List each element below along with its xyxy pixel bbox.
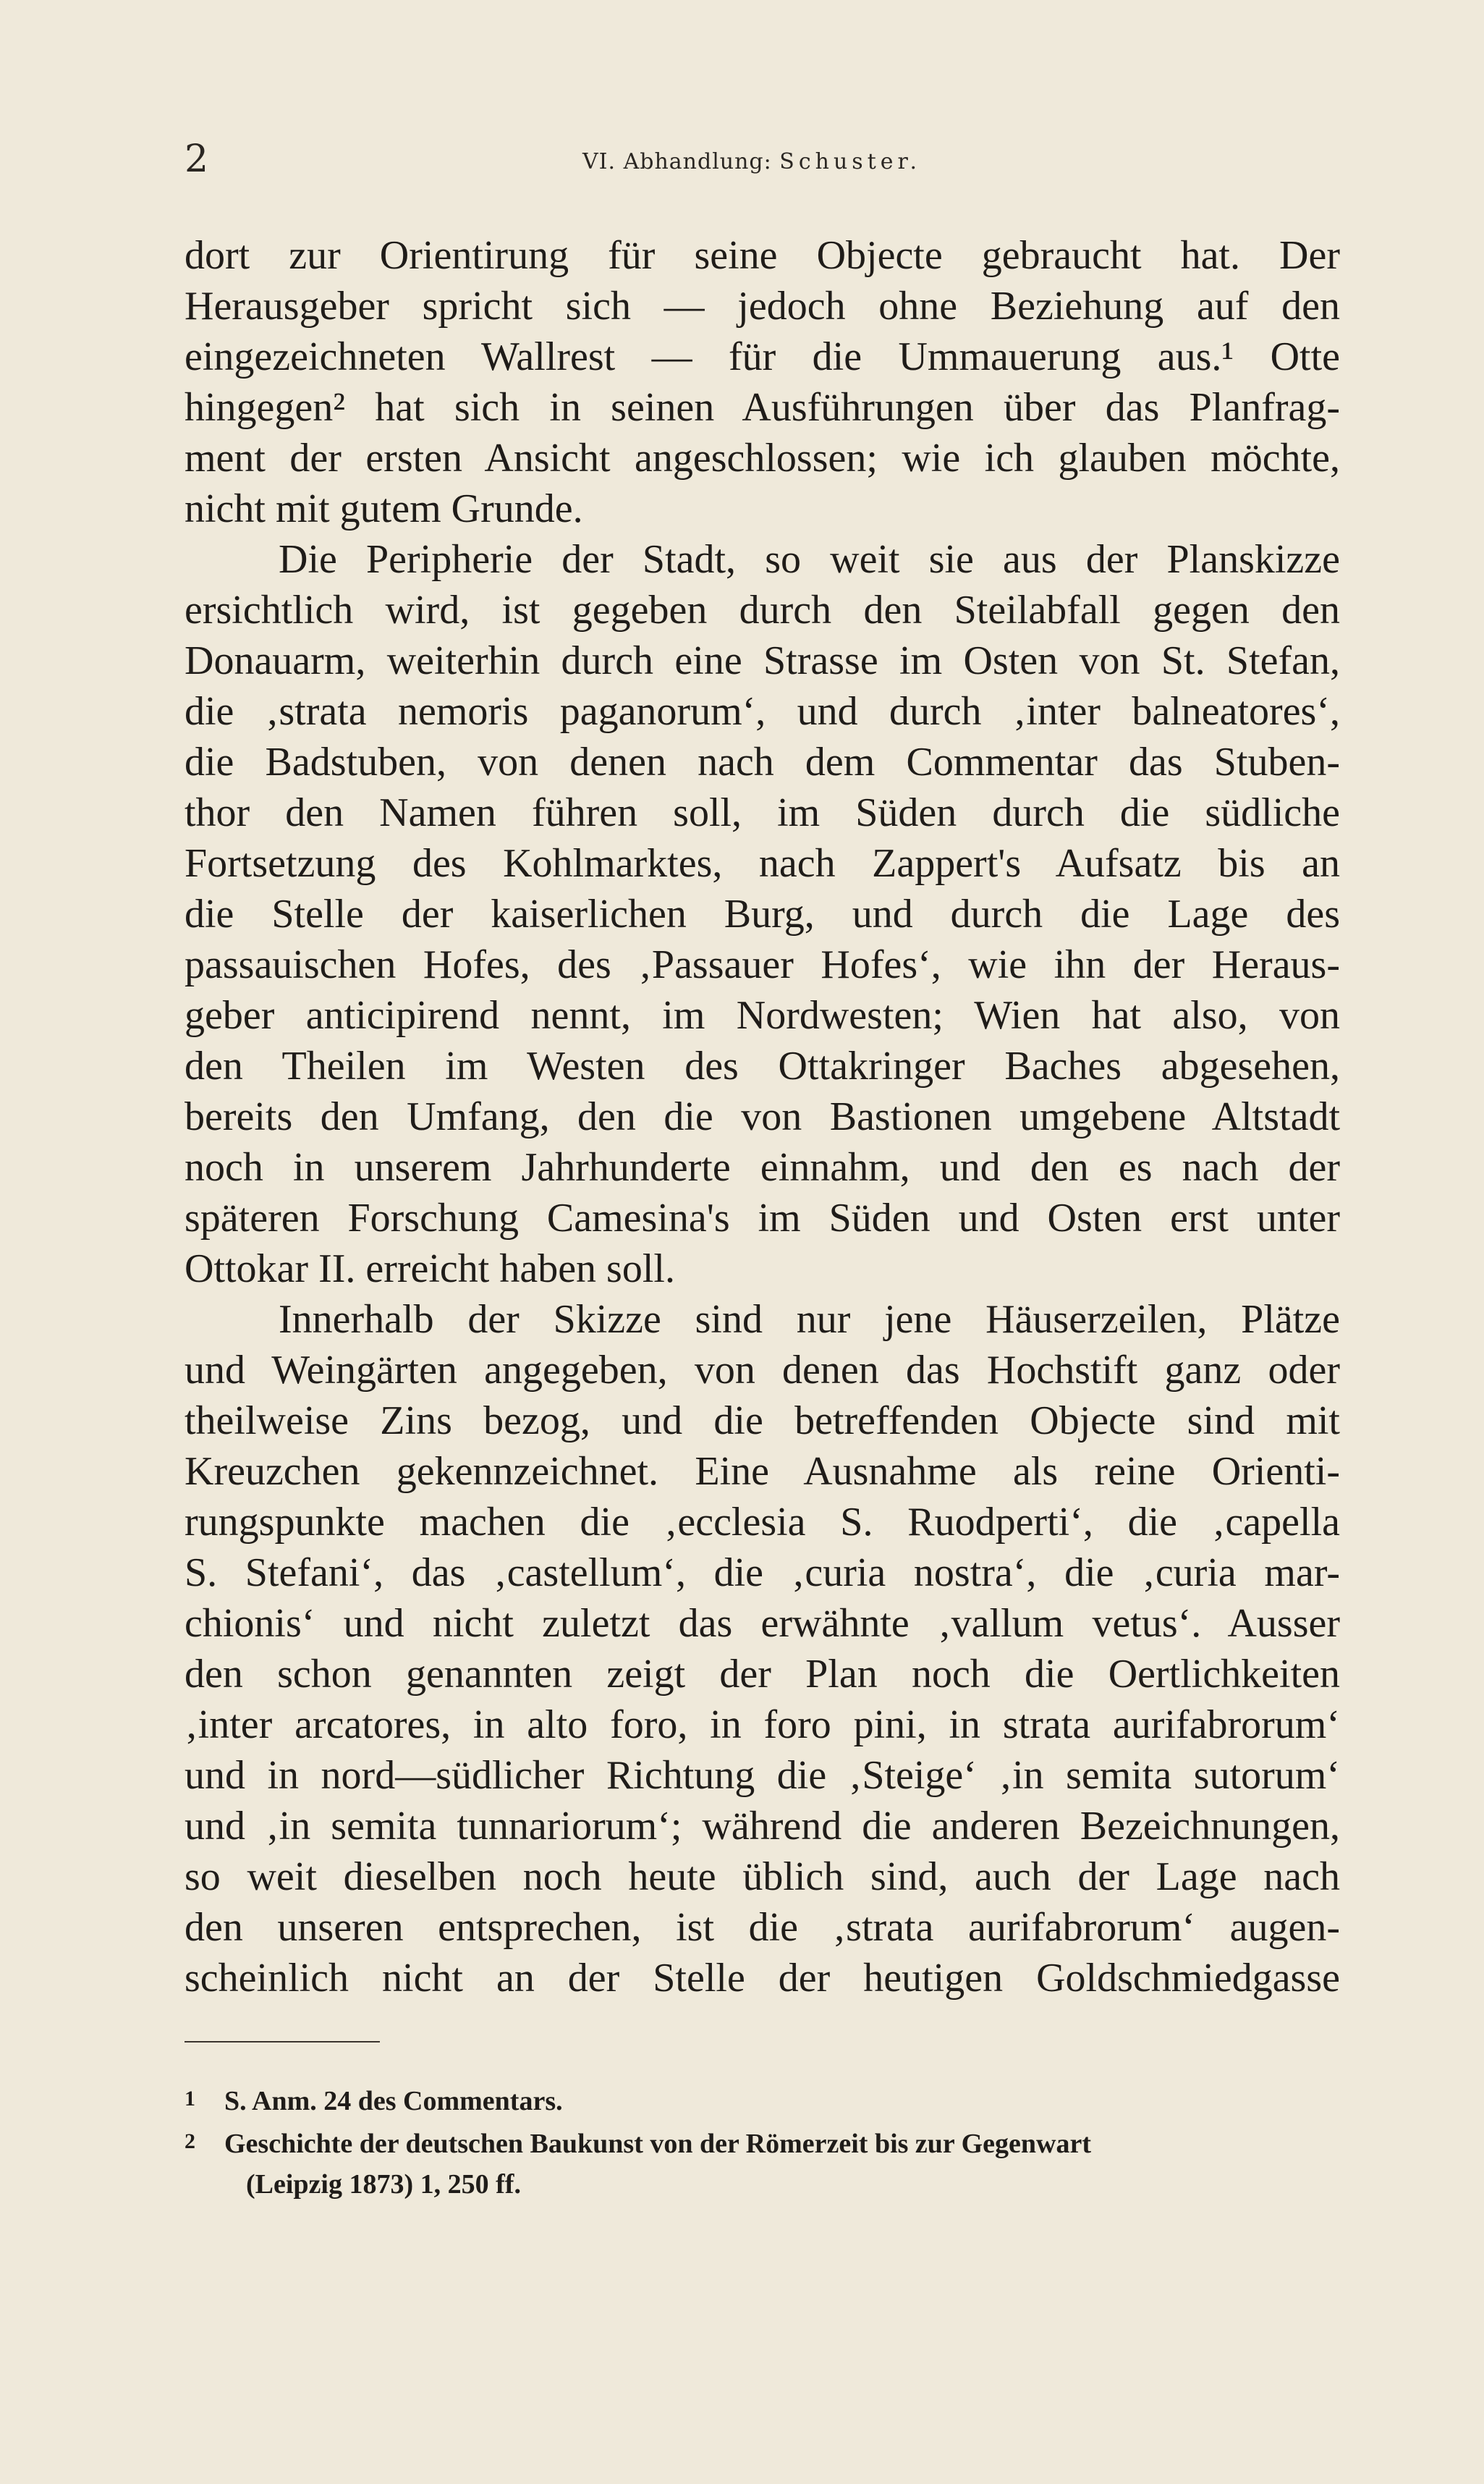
footnote-mark: 1 xyxy=(185,2087,195,2111)
text-line: den Theilen im Westen des Ottakringer Baches abgesehen, xyxy=(185,1044,1340,1089)
text-line: und in nord—südlicher Richtung die ‚Steige‘ ‚in semita sutorum‘ xyxy=(185,1753,1340,1798)
text-line: ment der ersten Ansicht angeschlossen; wie ich glauben möchte, xyxy=(185,436,1340,481)
text-line: noch in unserem Jahrhunderte einnahm, und den es nach der xyxy=(185,1145,1340,1190)
footnote-separator xyxy=(185,2041,380,2042)
text-line: Innerhalb der Skizze sind nur jene Häuserzeilen, Plätze xyxy=(279,1297,1340,1342)
footnote-line xyxy=(185,2121,1340,2164)
text-line: nicht mit gutem Grunde. xyxy=(185,486,583,531)
text-line: ersichtlich wird, ist gegeben durch den Steilabfall gegen den xyxy=(185,588,1340,633)
page-number: 2 xyxy=(185,138,209,181)
footnote-line xyxy=(185,2164,1340,2205)
text-line: rungspunkte machen die ‚ecclesia S. Ruodperti‘, die ‚capella xyxy=(185,1500,1340,1545)
text-line: Fortsetzung des Kohlmarktes, nach Zappert's Aufsatz bis an xyxy=(185,841,1340,886)
text-line: die ‚strata nemoris paganorum‘, und durch ‚inter balneatores‘, xyxy=(185,689,1340,734)
text-line: passauischen Hofes, des ‚Passauer Hofes‘, wie ihn der Heraus- xyxy=(185,942,1340,987)
footnote-mark: 2 xyxy=(185,2129,195,2153)
text-line: chionis‘ und nicht zuletzt das erwähnte ‚vallum vetus‘. Ausser xyxy=(185,1601,1340,1646)
running-head xyxy=(582,148,921,177)
text-line: hingegen² hat sich in seinen Ausführungen über das Planfrag- xyxy=(185,385,1340,430)
running-head-prefix: VI. Abhandlung: xyxy=(582,149,772,174)
text-line: Kreuzchen gekennzeichnet. Eine Ausnahme als reine Orienti- xyxy=(185,1449,1340,1494)
text-line: scheinlich nicht an der Stelle der heutigen Goldschmiedgasse xyxy=(185,1956,1340,2001)
text-line: bereits den Umfang, den die von Bastionen umgebene Altstadt xyxy=(185,1094,1340,1139)
footnotes xyxy=(185,2079,1340,2205)
text-line: theilweise Zins bezog, und die betreffenden Objecte sind mit xyxy=(185,1398,1340,1443)
footnote-text: S. Anm. 24 des Commentars. xyxy=(224,2086,563,2116)
running-head-author: Schuster. xyxy=(779,149,922,174)
text-line: eingezeichneten Wallrest — für die Ummauerung aus.¹ Otte xyxy=(185,334,1340,379)
text-line: späteren Forschung Camesina's im Süden und Osten erst unter xyxy=(185,1196,1340,1241)
page-header xyxy=(185,138,1340,188)
body-text xyxy=(185,230,1340,2003)
footnote-text: Geschichte der deutschen Baukunst von der Römerzeit bis zur Gegenwart xyxy=(224,2129,1092,2159)
text-line: thor den Namen führen soll, im Süden durch die südliche xyxy=(185,790,1340,835)
footnote-text: (Leipzig 1873) 1, 250 ff. xyxy=(246,2169,521,2200)
text-line: den unseren entsprechen, ist die ‚strata aurifabrorum‘ augen- xyxy=(185,1905,1340,1950)
text-line: die Stelle der kaiserlichen Burg, und durch die Lage des xyxy=(185,892,1340,937)
text-line: S. Stefani‘, das ‚castellum‘, die ‚curia nostra‘, die ‚curia mar- xyxy=(185,1550,1340,1595)
text-line: und ‚in semita tunnariorum‘; während die anderen Bezeichnungen, xyxy=(185,1804,1340,1849)
text-line: ‚inter arcatores, in alto foro, in foro pini, in strata aurifabrorum‘ xyxy=(185,1702,1340,1747)
text-line: Donauarm, weiterhin durch eine Strasse im Osten von St. Stefan, xyxy=(185,638,1340,683)
text-line: Herausgeber spricht sich — jedoch ohne Beziehung auf den xyxy=(185,284,1340,329)
text-line: Ottokar II. erreicht haben soll. xyxy=(185,1246,675,1291)
footnote-line xyxy=(185,2079,1340,2121)
text-line: dort zur Orientirung für seine Objecte gebraucht hat. Der xyxy=(185,233,1340,278)
text-line: Die Peripherie der Stadt, so weit sie aus der Planskizze xyxy=(279,537,1340,582)
text-line: den schon genannten zeigt der Plan noch die Oertlichkeiten xyxy=(185,1652,1340,1697)
text-line: und Weingärten angegeben, von denen das Hochstift ganz oder xyxy=(185,1348,1340,1393)
text-line: geber anticipirend nennt, im Nordwesten; Wien hat also, von xyxy=(185,993,1340,1038)
text-line: die Badstuben, von denen nach dem Commentar das Stuben- xyxy=(185,740,1340,785)
text-line: so weit dieselben noch heute üblich sind, auch der Lage nach xyxy=(185,1854,1340,1899)
